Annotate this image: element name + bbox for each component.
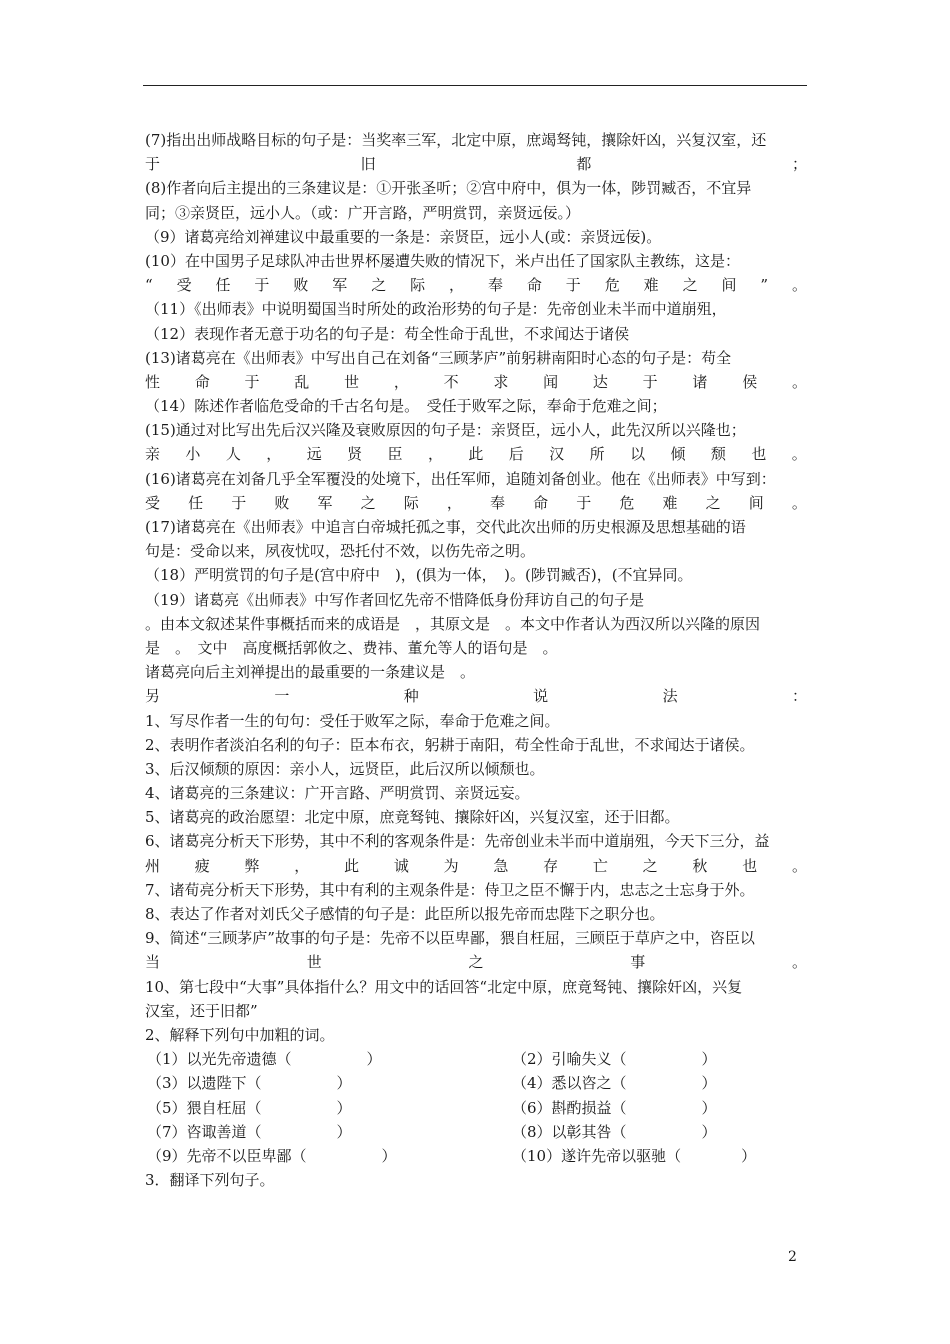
text-line: 10、第七段中“大事”具体指什么？用文中的话回答“北定中原，庶竟驽钝、攘除奸凶，兴复 (145, 977, 743, 996)
text-line: 同；③亲贤臣，远小人。（或：广开言路，严明赏罚，亲贤远佞。） (145, 203, 581, 222)
translate-heading: 3．翻译下列句子。 (145, 1171, 275, 1190)
justified-char: 任 (215, 276, 231, 295)
text-line: (16)诸葛亮在刘备几乎全军覆没的处境下，出任军师，追随刘备创业。他在《出师表》中写到： (145, 469, 776, 488)
vocab-item: （4）悉以咨之（ ） (512, 1074, 717, 1093)
vocab-item: （9）先帝不以臣卑鄙（ ） (147, 1146, 397, 1165)
justified-char: 不 (443, 372, 459, 391)
justified-char: 汉 (549, 445, 565, 464)
justified-char: 州 (145, 856, 161, 875)
text-line: (10）在中国男子足球队冲击世界杯屡遭失败的情况下，米卢出任了国家队主教练，这是： (145, 251, 740, 270)
vocab-row (145, 1047, 807, 1071)
justified-char: 小 (185, 445, 201, 464)
justified-char: 疲 (194, 856, 210, 875)
justified-char: “ (145, 276, 153, 295)
justified-char: 也 (742, 856, 758, 875)
justified-char: 奉 (487, 276, 503, 295)
justified-char: 际 (410, 276, 426, 295)
text-line (145, 273, 807, 297)
justified-char: 任 (188, 493, 204, 512)
justified-char: 受 (176, 276, 192, 295)
justified-char: 。 (791, 276, 807, 295)
justified-char: 远 (306, 445, 322, 464)
justified-char: 所 (589, 445, 605, 464)
justified-char: 危 (604, 276, 620, 295)
text-line: (13)诸葛亮在《出师表》中写出自己在刘备“三顾茅庐”前躬耕南阳时心态的句子是：苟全 (145, 348, 732, 367)
justified-char: 命 (533, 493, 549, 512)
justified-char: 诚 (393, 856, 409, 875)
justified-char: 危 (619, 493, 635, 512)
text-line: （14）陈述作者临危受命的千古名句是。 受任于败军之际，奉命于危难之间； (145, 397, 667, 416)
justified-char: 为 (443, 856, 459, 875)
justified-char: ， (449, 276, 465, 295)
justified-char: 亲 (145, 445, 161, 464)
vocab-exercise (145, 1047, 807, 1168)
text-line: 1、写尽作者一生的句句：受任于败军之际，奉命于危难之间。 (145, 711, 560, 730)
justified-char: 于 (576, 493, 592, 512)
justified-char: 。 (791, 372, 807, 391)
justified-char: 弊 (244, 856, 260, 875)
text-line: （12）表现作者无意于功名的句子是：苟全性命于乱世，不求闻达于诸侯 (145, 324, 630, 343)
text-line: 7、诸荀亮分析天下形势，其中有利的主观条件是：侍卫之臣不懈于内，忠志之士忘身于外。 (145, 880, 755, 899)
vocab-row (145, 1144, 807, 1168)
vocab-item: （3）以遗陛下（ ） (147, 1074, 352, 1093)
justified-char: 性 (145, 372, 161, 391)
justified-char: 军 (332, 276, 348, 295)
text-line: (15)通过对比写出先后汉兴隆及衰败原因的句子是：亲贤臣，远小人，此先汉所以兴隆也； (145, 421, 746, 440)
text-line: 诸葛亮向后主刘禅提出的最重要的一条建议是 。 (145, 663, 476, 682)
justified-char: 诸 (692, 372, 708, 391)
vocab-row (145, 1096, 807, 1120)
vocab-row (145, 1071, 807, 1095)
text-line: 2、解释下列句中加粗的词。 (145, 1025, 335, 1044)
justified-char: 人 (225, 445, 241, 464)
justified-char: 世 (306, 953, 322, 972)
justified-char: 难 (643, 276, 659, 295)
vocab-item: （7）咨诹善道（ ） (147, 1122, 352, 1141)
justified-char: 此 (468, 445, 484, 464)
text-line: 6、诸葛亮分析天下形势，其中不利的客观条件是：先帝创业未半而中道崩殂，今天下三分，益 (145, 832, 770, 851)
justified-char: 之 (705, 493, 721, 512)
justified-char: 都 (576, 155, 592, 174)
justified-char: 存 (543, 856, 559, 875)
justified-char: 闻 (543, 372, 559, 391)
text-line: 句是：受命以来，夙夜忧叹，恐托付不效，以伤先帝之明。 (145, 542, 536, 561)
text-line: 5、诸葛亮的政治愿望：北定中原，庶竟驽钝、攘除奸凶，兴复汉室，还于旧都。 (145, 808, 680, 827)
justified-char: 以 (630, 445, 646, 464)
justified-char: 之 (371, 276, 387, 295)
text-line (145, 854, 807, 878)
text-line: (7)指出出师战略目标的句子是：当奖率三军，北定中原，庶竭驽钝，攘除奸凶，兴复汉室，还 (145, 131, 767, 149)
justified-char: 求 (493, 372, 509, 391)
text-line (145, 950, 807, 974)
justified-char: 说 (533, 687, 549, 706)
vocab-row (145, 1120, 807, 1144)
text-line: 汉室，还于旧都” (145, 1001, 258, 1020)
document-body (145, 128, 807, 1192)
justified-char: 奉 (490, 493, 506, 512)
justified-char: ， (427, 445, 443, 464)
justified-char: 之 (642, 856, 658, 875)
justified-char: 一 (274, 687, 290, 706)
text-line (145, 370, 807, 394)
justified-char: 事 (630, 953, 646, 972)
justified-char: ， (266, 445, 282, 464)
justified-char: ” (760, 276, 769, 295)
vocab-item: （8）以彰其咎（ ） (512, 1122, 717, 1141)
text-line: （11）《出师表》中说明蜀国当时所处的政治形势的句子是：先帝创业未半而中道崩殂， (145, 300, 727, 319)
justified-char: 于 (145, 155, 161, 174)
page-number: 2 (788, 1249, 797, 1265)
justified-char: 贤 (347, 445, 363, 464)
text-line: 2、表明作者淡泊名利的句子：臣本布衣，躬耕于南阳，苟全性命于乱世，不求闻达于诸侯。 (145, 735, 755, 754)
justified-char: 达 (592, 372, 608, 391)
text-line (145, 491, 807, 515)
vocab-item: （6）斟酌损益（ ） (512, 1098, 717, 1117)
text-line: （19）诸葛亮《出师表》中写作者回忆先帝不惜降低身份拜访自己的句子是 (145, 590, 645, 609)
justified-char: 法 (662, 687, 678, 706)
text-line: （9）诸葛亮给刘禅建议中最重要的一条是：亲贤臣，远小人(或：亲贤远佞)。 (145, 227, 662, 246)
vocab-item: （1）以光先帝遗德（ ） (147, 1050, 382, 1069)
text-line: 3、后汉倾颓的原因：亲小人，远贤臣，此后汉所以倾颓也。 (145, 759, 545, 778)
justified-char: ， (446, 493, 462, 512)
justified-char: 间 (748, 493, 764, 512)
justified-char: 倾 (670, 445, 686, 464)
justified-char: 。 (791, 953, 807, 972)
text-line: 9、简述“三顾茅庐”故事的句子是：先帝不以臣卑鄙，猥自枉屈，三顾臣于草庐之中，咨臣以 (145, 929, 755, 948)
text-line: 是 。 文中 高度概括郭攸之、费祎、董允等人的语句是 。 (145, 638, 558, 657)
text-line: 。由本文叙述某件事概括而来的成语是 ，其原文是 。本文中作者认为西汉所以兴隆的原因 (145, 614, 761, 633)
justified-char: 当 (145, 953, 161, 972)
justified-char: 世 (344, 372, 360, 391)
vocab-item: （2）引喻失义（ ） (512, 1050, 717, 1069)
justified-char: ， (393, 372, 409, 391)
justified-char: 侯 (742, 372, 758, 391)
justified-char: 也 (751, 445, 767, 464)
justified-char: 旧 (360, 155, 376, 174)
text-line: 8、表达了作者对刘氏父子感情的句子是：此臣所以报先帝而忠陛下之职分也。 (145, 905, 665, 923)
justified-char: 亡 (592, 856, 608, 875)
justified-char: 于 (244, 372, 260, 391)
text-line: （18）严明赏罚的句子是(宫中府中 )，(俱为一体， )。(陟罚臧否)，(不宜异同。 (145, 566, 693, 585)
justified-char: 难 (662, 493, 678, 512)
justified-char: 于 (565, 276, 581, 295)
justified-char: 急 (493, 856, 509, 875)
justified-char: ， (294, 856, 310, 875)
justified-char: 后 (508, 445, 524, 464)
justified-char: 之 (360, 493, 376, 512)
justified-char: 之 (682, 276, 698, 295)
justified-char: 之 (468, 953, 484, 972)
justified-char: 于 (231, 493, 247, 512)
justified-char: 种 (403, 687, 419, 706)
justified-char: 败 (293, 276, 309, 295)
text-line (145, 684, 807, 708)
justified-char: 命 (194, 372, 210, 391)
justified-char: 此 (344, 856, 360, 875)
text-lines (145, 128, 807, 1047)
justified-char: 军 (317, 493, 333, 512)
justified-char: 间 (721, 276, 737, 295)
vocab-item: （10）遂许先帝以驱驰（ ） (512, 1146, 757, 1165)
justified-char: 。 (791, 445, 807, 464)
justified-char: 受 (145, 493, 161, 512)
justified-char: 乱 (294, 372, 310, 391)
justified-char: 于 (642, 372, 658, 391)
justified-char: 际 (403, 493, 419, 512)
text-line (145, 152, 807, 176)
justified-char: 臣 (387, 445, 403, 464)
text-line: 4、诸葛亮的三条建议：广开言路、严明赏罚、亲贤远妄。 (145, 784, 530, 803)
justified-char: 。 (791, 493, 807, 512)
justified-char: ： (791, 687, 807, 706)
justified-char: 命 (526, 276, 542, 295)
justified-char: 。 (791, 856, 807, 875)
vocab-item: （5）猥自枉屈（ ） (147, 1098, 352, 1117)
text-line (145, 442, 807, 466)
justified-char: ； (791, 155, 807, 174)
justified-char: 颓 (710, 445, 726, 464)
justified-char: 秋 (692, 856, 708, 875)
justified-char: 败 (274, 493, 290, 512)
justified-char: 于 (254, 276, 270, 295)
header-rule (143, 85, 807, 86)
text-line: (8)作者向后主提出的三条建议是：①开张圣听；②宫中府中，俱为一体，陟罚臧否，不宜异 (145, 179, 752, 198)
justified-char: 另 (145, 687, 161, 706)
text-line: (17)诸葛亮在《出师表》中追言白帝城托孤之事，交代此次出师的历史根源及思想基础的语 (145, 518, 746, 536)
